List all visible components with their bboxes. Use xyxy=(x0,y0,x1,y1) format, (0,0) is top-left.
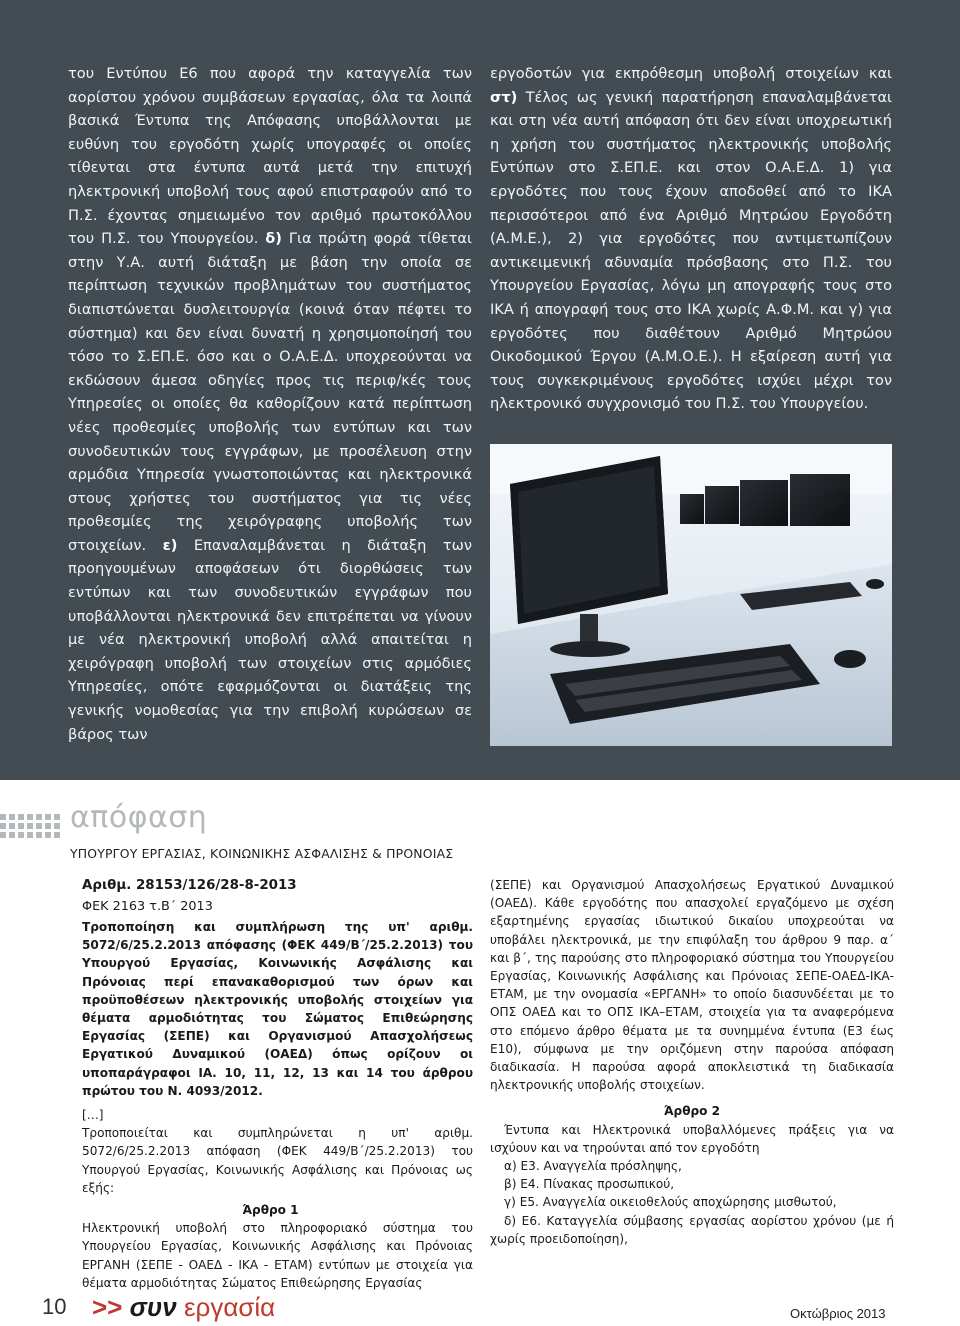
amendment-text: Τροποποιείται και συμπληρώνεται η υπ' αριθμ. 5072/6/25.2.2013 απόφαση (ΦΕΚ 449/Β΄/25.2.2013) του Υπουργού Εργασίας, Κοινωνικής Ασφάλισης και Πρόνοιας ως εξής: xyxy=(82,1126,473,1195)
section-title: απόφαση xyxy=(70,800,208,835)
bottom-right-column xyxy=(490,876,894,1248)
issue-date: Οκτώβριος 2013 xyxy=(790,1306,886,1321)
brand-ergasia: εργασία xyxy=(183,1292,276,1322)
decision-number: Αριθμ. 28153/126/28-8-2013 xyxy=(82,878,297,893)
brand-arrows: >> xyxy=(92,1292,123,1322)
article-1-heading: Άρθρο 1 xyxy=(242,1203,299,1218)
page-number: 10 xyxy=(42,1294,67,1319)
paragraph-text: Επαναλαμβάνεται η διάταξη των προηγουμένων αποφάσεων ότι διορθώσεις των εντύπων και των συνοδευτικών εγγράφων που υποβάλλονται ηλεκτρονικά δεν επιτρέπεται να γίνουν με νέα ηλεκτρονική υποβολή αλλά απαιτείται η χειρόγραφη υποβολή των στοιχείων στις αρμόδιες Υπηρεσίες, οπότε εφαρμόζονται οι διατάξεις της γενικής νομοθεσίας για την επιβολή κυρώσεων σε βάρος των xyxy=(68,536,473,743)
bottom-left-column xyxy=(68,876,473,1292)
article-2-heading: Άρθρο 2 xyxy=(663,1104,721,1119)
computer-monitors-illustration xyxy=(490,444,892,746)
article-1-continued-text: (ΣΕΠΕ) και Οργανισμού Απασχολήσεως Εργατικού Δυναμικού (ΟΑΕΔ). Κάθε εργοδότης που απασχολεί εργαζόμενο με σχέση εξαρτημένης εργασίας ιδιωτικού δικαίου υποχρεούται να υποβάλει ηλεκτρονικά, με την επιφύλαξη του άρθρου 9 παρ. α΄ και β΄, της παρούσης στο πληροφοριακό σύστημα του Υπουργείου Εργασίας, Κοινωνικής Ασφάλισης και Πρόνοιας ΣΕΠΕ-ΟΑΕΔ-ΙΚΑ-ΕΤΑΜ, με την ονομασία «ΕΡΓΑΝΗ» το οποίο διασυνδέεται με το ΟΠΣ ΟΑΕΔ και το ΟΠΣ ΙΚΑ–ΕΤΑΜ, στοιχεία για τα αναφερόμενα στο επόμενο άρθρο θέματα με τα συνημμένα έντυπα (Ε3 έως Ε10), σύμφωνα με την οριζόμενη στην παρούσα απόφαση διαδικασία. Η παρούσα αφορά αποκλειστικά τη διαδικασία ηλεκτρονικής υποβολής στοιχείων. xyxy=(490,878,894,1093)
paragraph-text: Για πρώτη φορά τίθεται στην Υ.Α. αυτή διάταξη με βάση την οποία σε περίπτωση τεχνικών προβλημάτων του συστήματος διαπιστώνεται δυσλειτουργία (κοινά όταν πέφτει το σύστημα) και δεν είναι δυνατή η χρησιμοποίησή του τόσο το Σ.ΕΠ.Ε. όσο και ο Ο.Α.Ε.Δ. υποχρεούνται να εκδώσουν άμεσα οδηγίες προς τις περιφ/κές τους Υπηρεσίες οι οποίες θα καθορίζουν κατά περίπτωση νέες προθεσμίες υποβολής των εντύπων και των συνοδευτικών τους εγγράφων, με προσέλευση στην αρμόδια Υπηρεσία γνωστοποιώντας και ηλεκτρονικά στους χρήστες του συστήματος για τις νέες προθεσμίες της χειρόγραφης υποβολής των στοιχείων. xyxy=(68,230,472,554)
decision-title: Τροποποίηση και συμπλήρωση της υπ' αριθμ. 5072/6/25.2.2013 απόφασης (ΦΕΚ 449/Β΄/25.2.2013) του Υπουργού Εργασίας, Κοινωνικής Ασφάλισης και Πρόνοιας περί επανακαθορισμού των όρων και προϋποθέσεων ηλεκτρονικής υποβολής στοιχείων για θέματα αρμοδιότητας του Σώματος Επιθεώρησης Εργασίας (ΣΕΠΕ) και Οργανισμού Απασχολήσεως Εργατικού Δυναμικού (ΟΑΕΔ) όπως ορίζουν οι υποπαράγραφοι ΙΑ. 10, 11, 12, 13 και 14 του άρθρου πρώτου του Ν. 4093/2012. xyxy=(82,920,473,1098)
paragraph-text: του Εντύπου Ε6 που αφορά την καταγγελία των αορίστου χρόνου συμβάσεων εργασίας, όλα τα λοιπά βασικά Έντυπα της Απόφασης υποβάλλονται με ευθύνη του εργοδότη χωρίς υπογραφές οι οποίες τίθενται στα έντυπα αυτά μετά την επιτυχή ηλεκτρονική υποβολή τους αφού επιστραφούν από το Π.Σ. έχοντας σημειωμένο τον αριθμό πρωτοκόλλου του Π.Σ. του Υπουργείου. xyxy=(68,65,472,248)
article-1-text: Ηλεκτρονική υποβολή στο πληροφοριακό σύστημα του Υπουργείου Εργασίας, Κοινωνικής Ασφάλισης και Πρόνοιας ΕΡΓΑΝΗ (ΣΕΠΕ - ΟΑΕΔ - ΙΚΑ - ΕΤΑΜ) εντύπων με στοιχεία για θέματα αρμοδιότητας Σώματος Επιθεώρησης Εργασίας xyxy=(82,1221,473,1290)
item-label-e: ε) xyxy=(162,536,178,554)
list-item: γ) Ε5. Αναγγελία οικειοθελούς αποχώρησης μισθωτού, xyxy=(504,1195,837,1210)
dotted-grid-icon xyxy=(0,812,64,840)
computers-photo xyxy=(490,444,892,746)
section-subtitle: ΥΠΟΥΡΓΟΥ ΕΡΓΑΣΙΑΣ, ΚΟΙΝΩΝΙΚΗΣ ΑΣΦΑΛΙΣΗΣ & ΠΡΟΝΟΙΑΣ xyxy=(70,846,454,861)
magazine-brand xyxy=(92,1292,275,1323)
item-label-st: στ) xyxy=(490,88,518,106)
fek-reference: ΦΕΚ 2163 τ.Β΄ 2013 xyxy=(82,899,213,914)
paragraph-text: Τέλος ως γενική παρατήρηση επαναλαμβάνεται και στη νέα αυτή απόφαση ότι δεν είναι υποχρεωτική η χρήση του συστήματος ηλεκτρονικής υποβολής Εντύπων στο Σ.ΕΠ.Ε. και στον Ο.Α.Ε.Δ. 1) για εργοδότες που τους έχουν αποδοθεί από το ΙΚΑ περισσότεροι από ένα Αριθμό Μητρώου Εργοδότη (Α.Μ.Ε.), 2) για εργοδότες που αντιμετωπίζουν αντικειμενική αδυναμία πρόσβασης στο Π.Σ. του Υπουργείου Εργασίας, λόγω μη απογραφής τους στο ΙΚΑ ή απογραφή τους στο ΙΚΑ χωρίς Α.Φ.Μ. και γ) για εργοδότες που διαθέτουν Αριθμό Μητρώου Οικοδομικού Έργου (Α.Μ.Ο.Ε.). Η εξαίρεση αυτή για τους συγκεκριμένους εργοδότες ισχύει μέχρι τον ηλεκτρονικό συγχρονισμό του Π.Σ. του Υπουργείου. xyxy=(490,88,892,413)
ellipsis-text: […] xyxy=(82,1108,104,1123)
brand-syn: συν xyxy=(129,1292,177,1322)
paragraph-text: εργοδοτών για εκπρόθεσμη υποβολή στοιχείων και xyxy=(490,65,892,82)
top-left-column xyxy=(68,62,472,746)
item-label-d: δ) xyxy=(265,230,282,248)
list-item: α) Ε3. Αναγγελία πρόσληψης, xyxy=(504,1159,682,1174)
list-item: β) Ε4. Πίνακας προσωπικού, xyxy=(504,1177,675,1192)
body-text xyxy=(490,62,892,416)
article-2-intro: Έντυπα και Ηλεκτρονικά υποβαλλόμενες πράξεις για να ισχύουν και να τηρούνται από τον εργοδότη xyxy=(490,1122,894,1155)
list-item: δ) Ε6. Καταγγελία σύμβασης εργασίας αορίστου χρόνου (με ή χωρίς προειδοποίηση), xyxy=(490,1213,894,1246)
top-right-column xyxy=(490,62,892,416)
body-text xyxy=(68,62,472,746)
